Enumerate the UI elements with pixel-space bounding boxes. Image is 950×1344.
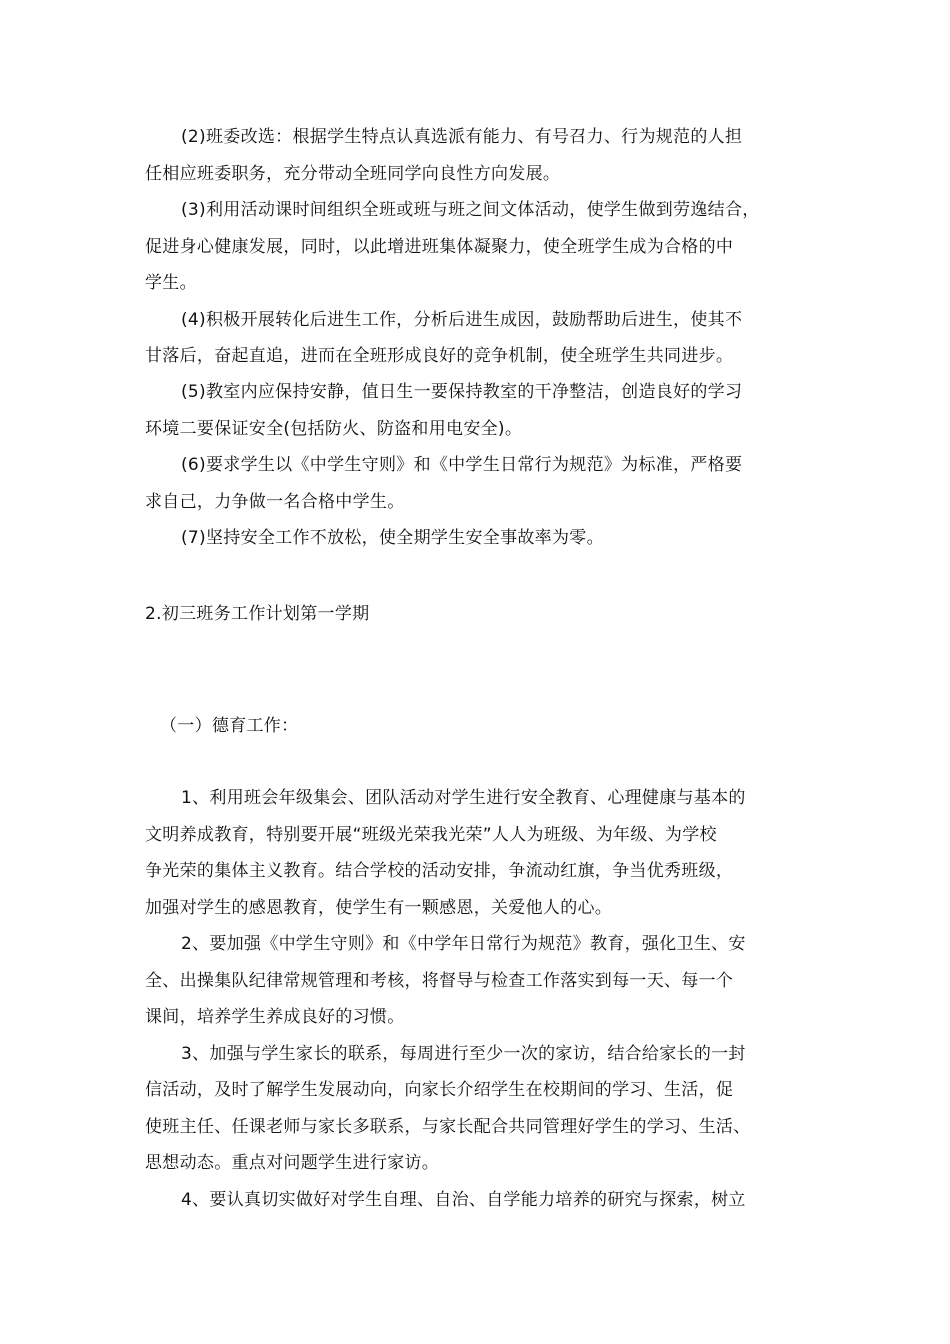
item-5-line-1: (5)教室内应保持安静，值日生一要保持教室的干净整洁，创造良好的学习: [181, 382, 743, 402]
item-6-line-2: 求自己，力争做一名合格中学生。: [145, 492, 405, 512]
item-2-line-1: (2)班委改选：根据学生特点认真选派有能力、有号召力、行为规范的人担: [181, 127, 743, 147]
moral-item-1-line-4: 加强对学生的感恩教育，使学生有一颗感恩，关爱他人的心。: [145, 898, 613, 918]
moral-item-2-line-3: 课间，培养学生养成良好的习惯。: [145, 1007, 405, 1027]
moral-item-3-line-1: 3、加强与学生家长的联系，每周进行至少一次的家访，结合给家长的一封: [181, 1044, 746, 1064]
moral-item-3-line-2: 信活动，及时了解学生发展动向，向家长介绍学生在校期间的学习、生活，促: [145, 1080, 734, 1100]
moral-item-3-line-3: 使班主任、任课老师与家长多联系，与家长配合共同管理好学生的学习、生活、: [145, 1117, 751, 1137]
item-3-line-2: 促进身心健康发展，同时，以此增进班集体凝聚力，使全班学生成为合格的中: [145, 237, 734, 257]
moral-item-1-line-2: 文明养成教育，特别要开展“班级光荣我光荣”人人为班级、为年级、为学校: [145, 825, 717, 845]
moral-item-1-line-1: 1、利用班会年级集会、团队活动对学生进行安全教育、心理健康与基本的: [181, 788, 746, 808]
item-4-line-1: (4)积极开展转化后进生工作，分析后进生成因，鼓励帮助后进生，使其不: [181, 310, 743, 330]
item-5-line-2: 环境二要保证安全(包括防火、防盗和用电安全)。: [145, 419, 523, 439]
moral-item-3-line-4: 思想动态。重点对问题学生进行家访。: [145, 1153, 440, 1173]
moral-item-1-line-3: 争光荣的集体主义教育。结合学校的活动安排，争流动红旗，争当优秀班级，: [145, 861, 734, 881]
section-title: 2.初三班务工作计划第一学期: [145, 604, 370, 624]
item-4-line-2: 甘落后，奋起直追，进而在全班形成良好的竞争机制，使全班学生共同进步。: [145, 346, 734, 366]
item-6-line-1: (6)要求学生以《中学生守则》和《中学生日常行为规范》为标准，严格要: [181, 455, 743, 475]
item-2-line-2: 任相应班委职务，充分带动全班同学向良性方向发展。: [145, 164, 561, 184]
subheading: （一）德育工作：: [160, 716, 299, 736]
moral-item-2-line-1: 2、要加强《中学生守则》和《中学年日常行为规范》教育，强化卫生、安: [181, 934, 746, 954]
moral-item-2-line-2: 全、出操集队纪律常规管理和考核，将督导与检查工作落实到每一天、每一个: [145, 971, 734, 991]
item-3-line-3: 学生。: [145, 273, 197, 293]
item-7-line-1: (7)坚持安全工作不放松，使全期学生安全事故率为零。: [181, 528, 604, 548]
moral-item-4-line-1: 4、要认真切实做好对学生自理、自治、自学能力培养的研究与探索，树立: [181, 1190, 746, 1210]
item-3-line-1: (3)利用活动课时间组织全班或班与班之间文体活动，使学生做到劳逸结合，: [181, 200, 760, 220]
